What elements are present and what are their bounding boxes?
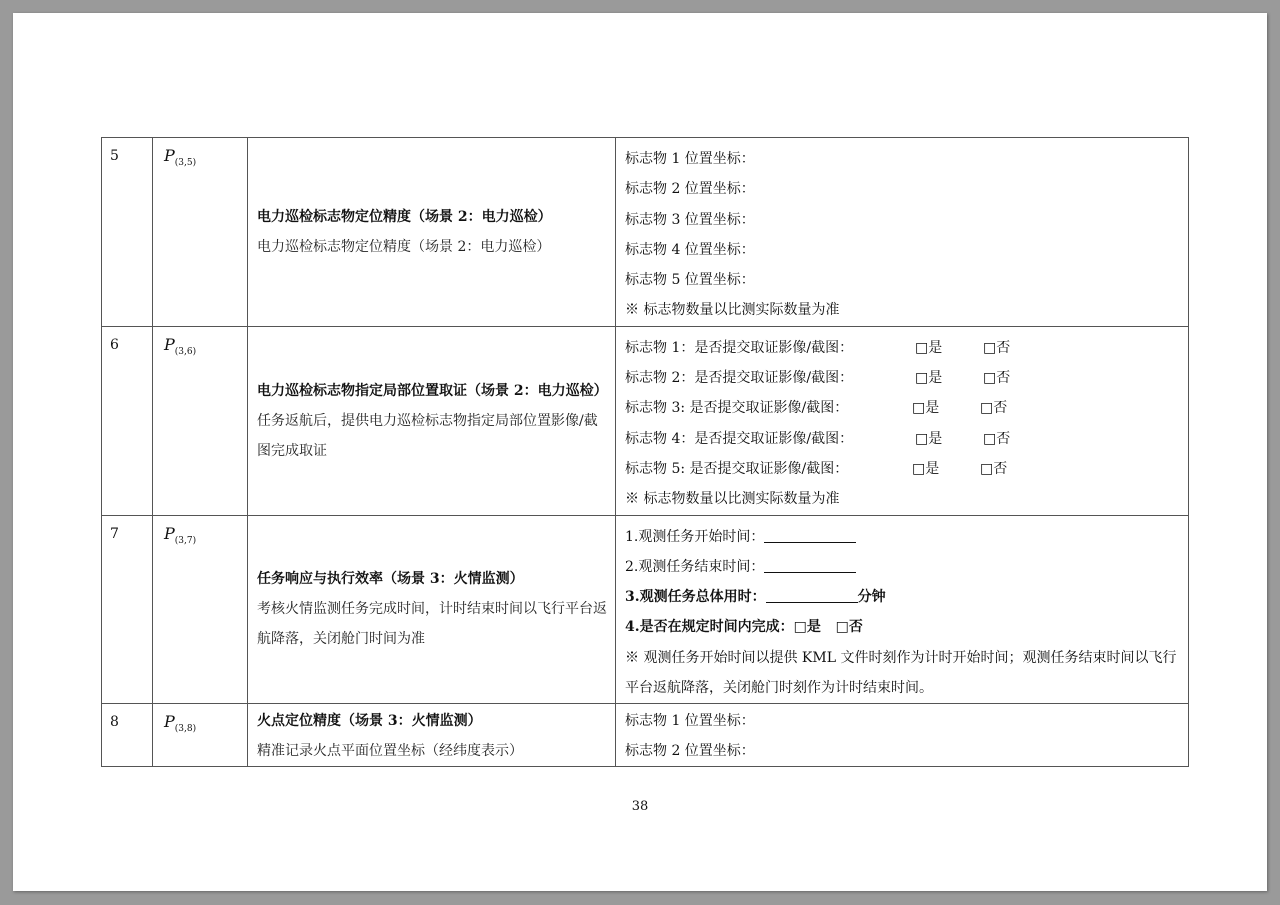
no-checkbox[interactable]: □否 bbox=[983, 370, 1011, 387]
item-description-cell bbox=[248, 703, 616, 767]
end-time-field[interactable] bbox=[764, 554, 856, 573]
page-number: 38 bbox=[631, 799, 649, 814]
start-time-label: 1.观测任务开始时间： bbox=[625, 528, 765, 545]
yes-checkbox[interactable]: □是 bbox=[915, 430, 943, 447]
start-time-field[interactable] bbox=[764, 524, 856, 543]
param-symbol: P bbox=[164, 711, 175, 731]
item-title: 电力巡检标志物定位精度（场景 2：电力巡检） bbox=[257, 208, 552, 225]
coordinate-line: 标志物 1 位置坐标： bbox=[625, 151, 755, 167]
coordinate-line: 标志物 4 位置坐标： bbox=[625, 241, 755, 258]
item-description-cell bbox=[248, 326, 616, 515]
yes-checkbox[interactable]: □是 bbox=[793, 619, 821, 636]
yes-checkbox[interactable]: □是 bbox=[915, 339, 943, 356]
item-description: 精准记录火点平面位置坐标（经纬度表示） bbox=[257, 742, 523, 759]
no-checkbox[interactable]: □否 bbox=[980, 400, 1008, 417]
param-symbol: P bbox=[164, 334, 175, 354]
note-line: ※ 观测任务开始时间以提供 KML 文件时刻作为计时开始时间；观测任务结束时间以飞行平台返航降落，关闭舱门时刻作为计时结束时间。 bbox=[625, 649, 1177, 696]
item-title: 火点定位精度（场景 3：火情监测） bbox=[257, 712, 482, 729]
evidence-question: 标志物 2：是否提交取证影像/截图： bbox=[625, 370, 854, 387]
note-line: ※ 标志物数量以比测实际数量为准 bbox=[625, 491, 840, 508]
evidence-line bbox=[625, 393, 1180, 423]
no-checkbox[interactable]: □否 bbox=[980, 460, 1008, 477]
document-page bbox=[13, 13, 1267, 891]
start-time-line bbox=[625, 522, 1180, 552]
total-time-line bbox=[625, 582, 1180, 612]
item-description: 任务返航后，提供电力巡检标志物指定局部位置影像/截图完成取证 bbox=[257, 412, 598, 459]
param-code bbox=[153, 326, 248, 515]
evidence-question: 标志物 4：是否提交取证影像/截图： bbox=[625, 430, 854, 447]
row-number: 7 bbox=[102, 515, 153, 703]
no-checkbox[interactable]: □否 bbox=[835, 619, 863, 636]
evidence-line bbox=[625, 333, 1180, 363]
total-time-unit: 分钟 bbox=[857, 589, 886, 606]
row-number: 8 bbox=[102, 703, 153, 767]
ontime-label: 4.是否在规定时间内完成： bbox=[625, 619, 794, 636]
evaluation-table bbox=[101, 137, 1189, 767]
item-description-cell bbox=[248, 515, 616, 703]
item-title: 电力巡检标志物指定局部位置取证（场景 2：电力巡检） bbox=[257, 382, 608, 399]
row-number: 6 bbox=[102, 326, 153, 515]
note-line: ※ 标志物数量以比测实际数量为准 bbox=[625, 302, 840, 319]
evidence-line bbox=[625, 424, 1180, 454]
param-code bbox=[153, 515, 248, 703]
evidence-question: 标志物 3: 是否提交取证影像/截图： bbox=[625, 400, 849, 417]
ontime-line bbox=[625, 612, 1180, 642]
param-subscript: (3,8) bbox=[174, 723, 197, 734]
no-checkbox[interactable]: □否 bbox=[983, 430, 1011, 447]
param-subscript: (3,6) bbox=[174, 346, 197, 357]
table-row bbox=[102, 703, 1189, 767]
param-subscript: (3,7) bbox=[174, 535, 197, 546]
item-description: 考核火情监测任务完成时间，计时结束时间以飞行平台返航降落，关闭舱门时间为准 bbox=[257, 601, 607, 648]
record-cell bbox=[616, 326, 1189, 515]
param-code bbox=[153, 138, 248, 327]
table-row bbox=[102, 326, 1189, 515]
evidence-question: 标志物 5: 是否提交取证影像/截图： bbox=[625, 460, 849, 477]
record-cell bbox=[616, 138, 1189, 327]
param-symbol: P bbox=[164, 146, 175, 165]
coordinate-line: 标志物 1 位置坐标： bbox=[625, 712, 755, 729]
record-cell bbox=[616, 703, 1189, 767]
yes-checkbox[interactable]: □是 bbox=[912, 460, 940, 477]
param-subscript: (3,5) bbox=[174, 158, 197, 168]
evidence-question: 标志物 1：是否提交取证影像/截图： bbox=[625, 339, 854, 356]
coordinate-line: 标志物 5 位置坐标： bbox=[625, 272, 755, 289]
row-number: 5 bbox=[102, 138, 153, 327]
item-description-cell bbox=[248, 138, 616, 327]
total-time-label: 3.观测任务总体用时： bbox=[625, 589, 766, 606]
evidence-line bbox=[625, 363, 1180, 393]
end-time-label: 2.观测任务结束时间： bbox=[625, 558, 765, 575]
coordinate-line: 标志物 2 位置坐标： bbox=[625, 181, 755, 198]
yes-checkbox[interactable]: □是 bbox=[912, 400, 940, 417]
record-cell bbox=[616, 515, 1189, 703]
end-time-line bbox=[625, 552, 1180, 582]
total-time-field[interactable] bbox=[766, 584, 858, 603]
item-title: 任务响应与执行效率（场景 3：火情监测） bbox=[257, 571, 524, 588]
evidence-line bbox=[625, 454, 1180, 484]
item-description: 电力巡检标志物定位精度（场景 2：电力巡检） bbox=[257, 238, 551, 255]
coordinate-line: 标志物 2 位置坐标： bbox=[625, 743, 755, 760]
param-code bbox=[153, 703, 248, 767]
coordinate-line: 标志物 3 位置坐标： bbox=[625, 211, 755, 228]
table-row bbox=[102, 138, 1189, 327]
table-row bbox=[102, 515, 1189, 703]
no-checkbox[interactable]: □否 bbox=[983, 339, 1011, 356]
param-symbol: P bbox=[164, 523, 175, 543]
yes-checkbox[interactable]: □是 bbox=[915, 370, 943, 387]
